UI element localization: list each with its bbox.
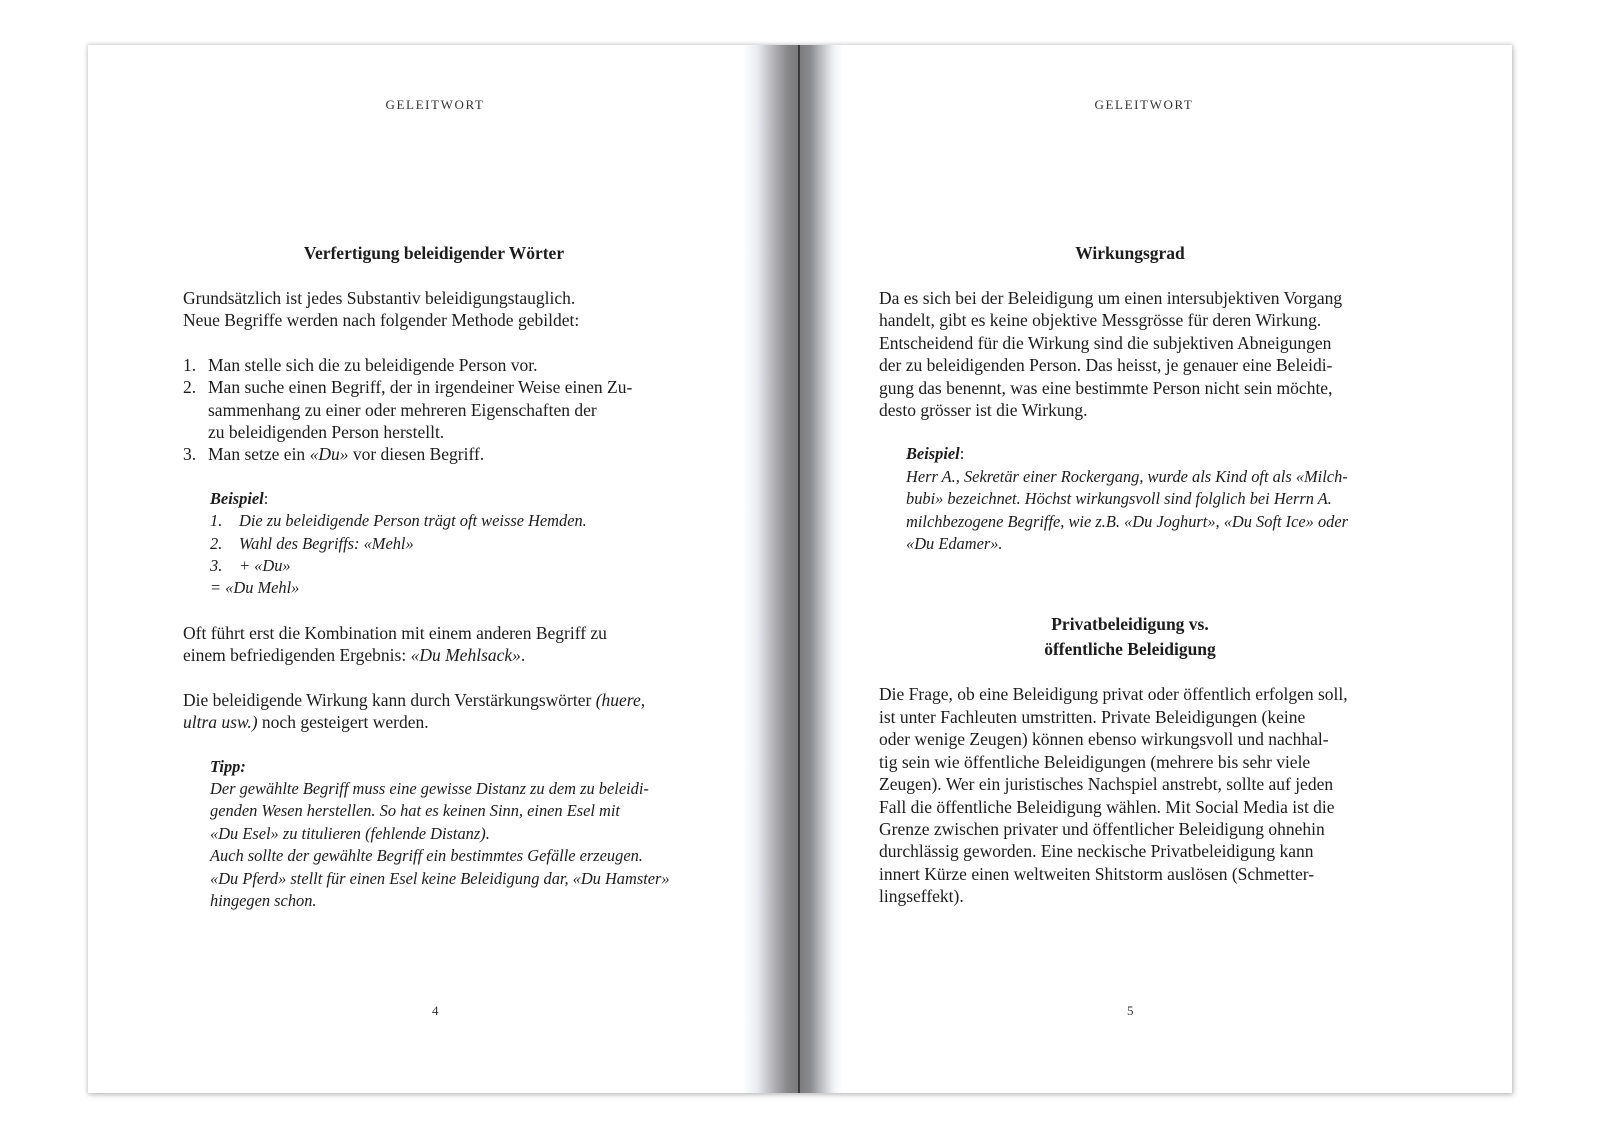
list-item: 2. Man suche einen Begriff, der in irgendeiner Weise einen Zu- sammenhang zu einer oder mehreren Eigenschaften der zu beleidigenden Person herstellt.: [183, 377, 633, 443]
page-content: [183, 241, 703, 912]
list-item: 1. Man stelle sich die zu beleidigende Person vor.: [183, 354, 538, 375]
combination-paragraph: Oft führt erst die Kombination mit einem anderen Begriff zu einem befriedigenden Ergebnis: «Du Mehlsack».: [183, 622, 607, 666]
book-spread: [88, 45, 1512, 1093]
example-label: Beispiel: [906, 444, 960, 464]
page-content: [879, 241, 1399, 908]
list-item: 3. + «Du»: [210, 556, 291, 576]
running-head: GELEITWORT: [1094, 97, 1194, 112]
page-number: 5: [1127, 1003, 1134, 1018]
intensifier-paragraph: Die beleidigende Wirkung kann durch Verstärkungswörter (huere, ultra usw.) noch gesteigert werden.: [183, 689, 646, 733]
tip-box: Tipp: Der gewählte Begriff muss eine gewisse Distanz zu dem zu beleidi- genden Wesen herstellen. So hat es keinen Sinn, einen Esel mit «Du Esel» zu titulieren (fehlende Distanz). Auch sollte der gewählte Begriff ein bestimmtes Gefälle erzeugen. «Du Pferd» stellt für einen Esel keine Beleidigung dar, «Du Hamster» hingegen schon.: [210, 756, 703, 913]
list-item: 1. Die zu beleidigende Person trägt oft weisse Hemden.: [210, 511, 587, 531]
example-result: = «Du Mehl»: [210, 578, 300, 598]
list-item: 3. Man setze ein «Du» vor diesen Begriff.: [183, 444, 485, 465]
list-item: 2. Wahl des Begriffs: «Mehl»: [210, 533, 414, 553]
section-title: Verfertigung beleidigender Wörter: [303, 243, 565, 263]
wirkungsgrad-paragraph: Da es sich bei der Beleidigung um einen intersubjektiven Vorgang handelt, gibt es keine objektive Messgrösse für deren Wirkung. Entscheidend für die Wirkung sind die subjektiven Abneigungen der zu beleidigenden Person. Das heisst, je genauer eine Beleidi- gung das benennt, was eine bestimmte Person nicht sein möchte, desto grösser ist die Wirkung.: [879, 288, 1343, 421]
example-box: Beispiel: Herr A., Sekretär einer Rockergang, wurde als Kind oft als «Milch- bubi» bezeichnet. Höchst wirkungsvoll sind folglich bei Herrn A. milchbezogene Begriffe, wie z.B. «Du Joghurt», «Du Soft Ice» oder «Du Edamer».: [906, 444, 1349, 554]
section-title: Privatbeleidigung vs. öffentliche Beleidigung: [1044, 614, 1216, 660]
intro-paragraph: Grundsätzlich ist jedes Substantiv beleidigungstauglich. Neue Begriffe werden nach folgender Methode gebildet:: [183, 288, 580, 331]
running-head: GELEITWORT: [385, 97, 485, 112]
left-page: [88, 45, 799, 1093]
section-title: Wirkungsgrad: [1075, 243, 1185, 263]
privatbeleidigung-paragraph: Die Frage, ob eine Beleidigung privat oder öffentlich erfolgen soll, ist unter Fachleuten umstritten. Private Beleidigungen (keine oder wenige Zeugen) können ebenso wirkungsvoll und nachhal- tig sein wie öffentliche Beleidigungen (mehrere bis sehr viele Zeugen). Wer ein juristisches Nachspiel anstrebt, sollte auf jeden Fall die öffentliche Beleidigung wählen. Mit Social Media ist die Grenze zwischen privater und öffentlicher Beleidigung ohnehin durchlässig geworden. Eine neckische Privatbeleidigung kann innert Kürze einen weltweiten Shitstorm auslösen (Schmetter- lingseffekt).: [879, 684, 1348, 907]
example-label: Beispiel: [210, 488, 264, 508]
tip-label: Tipp:: [210, 756, 246, 776]
example-box: Beispiel: 1. Die zu beleidigende Person trägt oft weisse Hemden. 2. Wahl des Begriffs: «Mehl» 3. + «Du» = «Du Mehl»: [210, 488, 703, 600]
gutter-fold: [798, 45, 800, 1093]
method-steps: [183, 354, 703, 466]
right-page: [799, 45, 1512, 1093]
page-number: 4: [432, 1003, 439, 1018]
